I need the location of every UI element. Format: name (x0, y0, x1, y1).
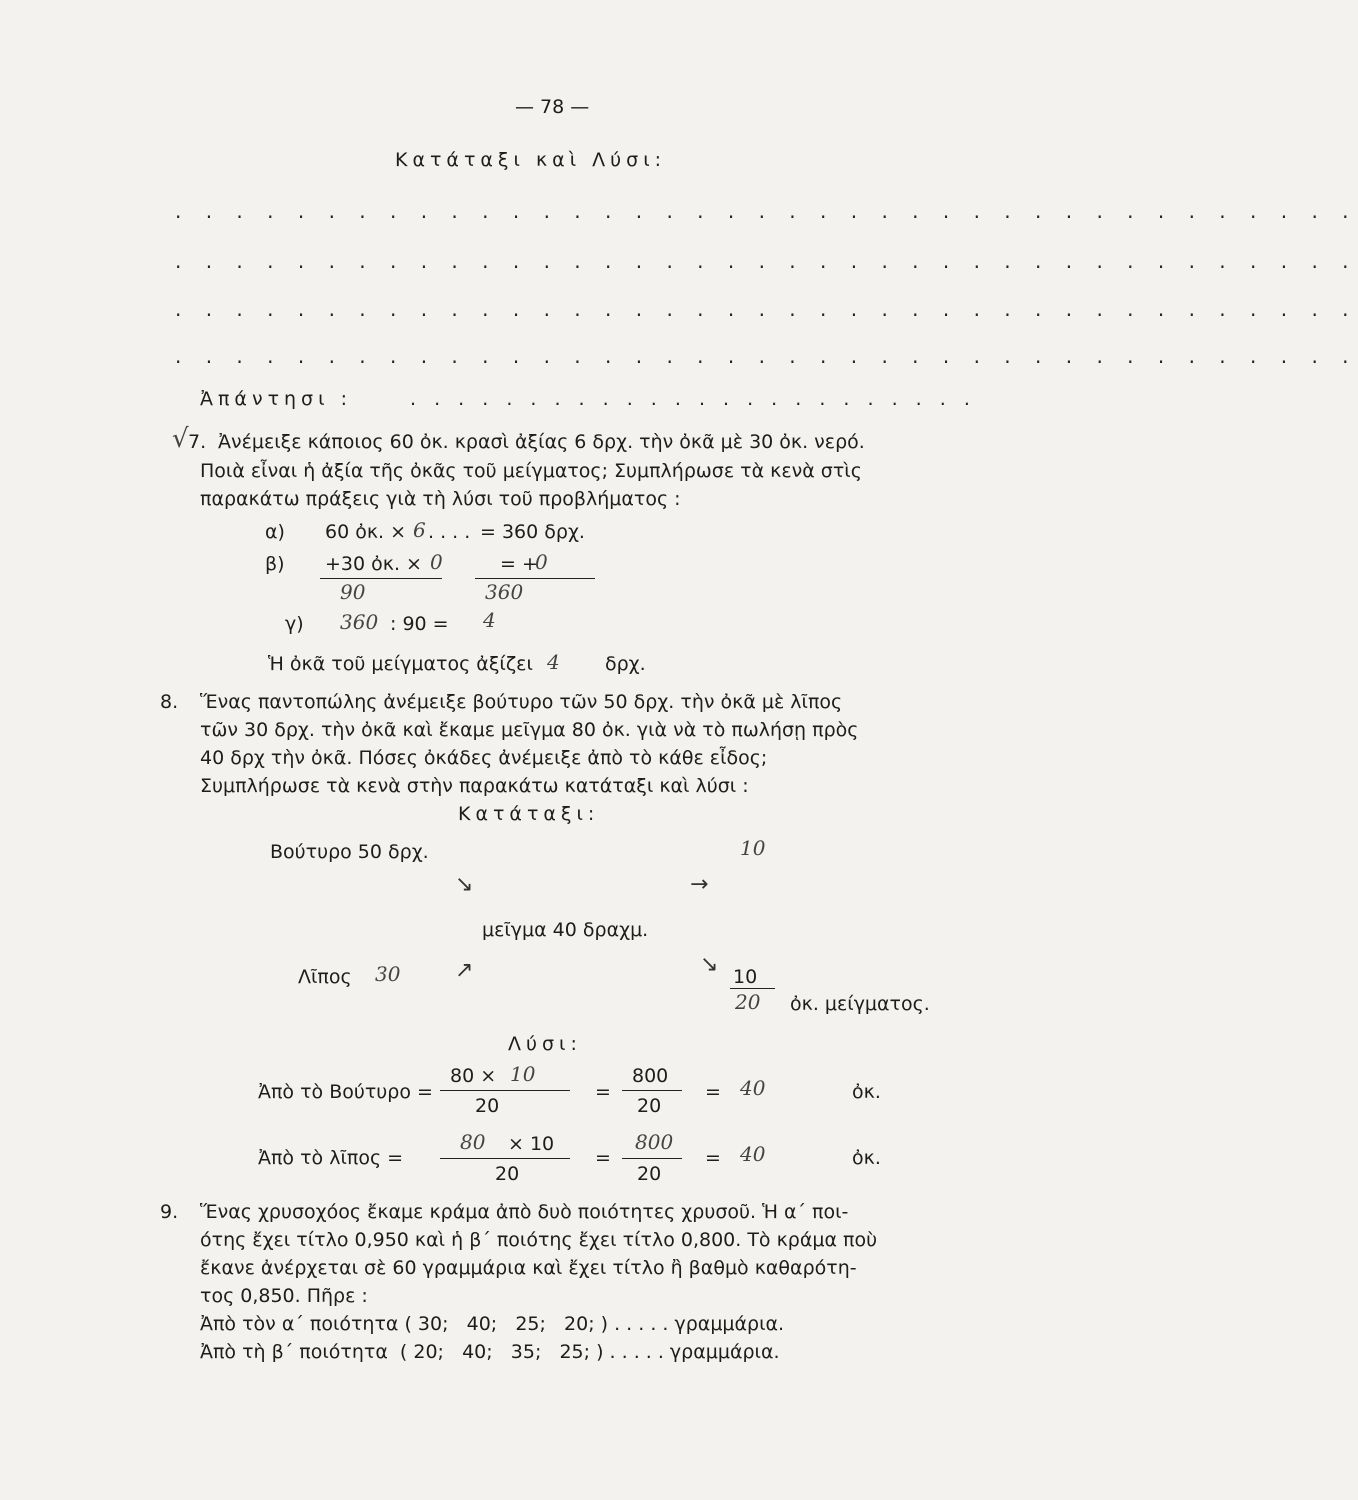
p7-result-unit: δρχ. (605, 653, 646, 675)
step-b-eq: = + (500, 553, 538, 575)
answer-label: Ἀπάντησι : (200, 388, 352, 410)
step-g-fill2: 4 (483, 608, 496, 632)
mixture-label: μεῖγμα 40 δραχμ. (482, 919, 649, 941)
step-g-label: γ) (285, 613, 304, 635)
step-b-label: β) (265, 553, 285, 575)
problem-9-line: Ἕνας χρυσοχόος ἔκαμε κράμα ἀπὸ δυὸ ποιότητες χρυσοῦ. Ἡ α΄ ποι- (200, 1201, 849, 1223)
arrow-down-right-icon: ↘ (700, 952, 719, 977)
step-a-result: = 360 δρχ. (480, 521, 585, 543)
katataxi-title: Κατάταξι: (458, 803, 600, 825)
step-a-label: α) (265, 521, 285, 543)
problem-7-line: Ἀνέμειξε κάποιος 60 ὀκ. κρασὶ ἀξίας 6 δρχ. τὴν ὀκᾶ μὲ 30 ὀκ. νερό. (218, 431, 865, 453)
p7-result-fill: 4 (547, 650, 560, 674)
problem-9-number: 9. (160, 1201, 179, 1223)
problem-7-line: Ποιὰ εἶναι ἡ ἀξία τῆς ὀκᾶς τοῦ μείγματος; Συμπλήρωσε τὰ κενὰ στὶς (200, 460, 862, 482)
step-a-dots: . . . . (428, 521, 471, 543)
arrow-down-right-icon: ↘ (455, 872, 474, 897)
fat-den: 20 (495, 1163, 520, 1185)
problem-8-line: Συμπλήρωσε τὰ κενὰ στὴν παρακάτω κατάταξι καὶ λύσι : (200, 775, 749, 797)
sum-right-fill: 360 (485, 580, 524, 604)
step-a-expr: 60 ὀκ. × (325, 521, 407, 543)
answer-dots: . . . . . . . . . . . . . . . . . . . . . . . . (410, 388, 976, 410)
fat-value: 10 (733, 966, 758, 988)
fat-den2: 20 (637, 1163, 662, 1185)
sum-line (475, 578, 595, 579)
sum-line (730, 988, 775, 989)
problem-8-line: 40 δρχ τὴν ὀκᾶ. Πόσες ὀκάδες ἀνέμειξε ἀπὸ τὸ κάθε εἶδος; (200, 747, 768, 769)
dot-row: · · · · · · · · · · · · · · · · · · · · · · · · · · · · · · · · · · · · · · · (175, 303, 1358, 327)
problem-8-line: Ἕνας παντοπώλης ἀνέμειξε βούτυρο τῶν 50 δρχ. τὴν ὀκᾶ μὲ λῖπος (200, 691, 843, 713)
fat-num-fill: 80 (460, 1130, 486, 1154)
page-number: — 78 — (515, 96, 590, 118)
butter-num: 80 × (450, 1065, 497, 1087)
butter-den2: 20 (637, 1095, 662, 1117)
fat-num2: 800 (635, 1130, 674, 1154)
problem-9-option: Ἀπὸ τὸν α΄ ποιότητα ( 30; 40; 25; 20; ) . . . . . γραμμάρια. (200, 1313, 785, 1335)
sum-line (320, 578, 442, 579)
butter-eq2: = (705, 1081, 721, 1103)
heading-katataxi: Κατάταξι καὶ Λύσι: (395, 149, 667, 171)
butter-fill: 10 (740, 836, 766, 860)
butter-eq: = (595, 1081, 611, 1103)
fat-eq2: = (705, 1147, 721, 1169)
step-g-fill: 360 (340, 610, 379, 634)
fat-num: × 10 (508, 1133, 555, 1155)
problem-7-number: 7. (188, 431, 207, 453)
fat-label: Λῖπος (298, 966, 352, 988)
dot-row: · · · · · · · · · · · · · · · · · · · · · · · · · · · · · · · · · · · · · · · (175, 205, 1358, 229)
butter-num-fill: 10 (510, 1062, 536, 1086)
step-a-fill: 6 (413, 518, 426, 542)
problem-9-line: ότης ἔχει τίτλο 0,950 καὶ ἡ β΄ ποιότης ἔχει τίτλο 0,800. Τὸ κράμα ποὺ (200, 1229, 878, 1251)
total-unit: ὀκ. μείγματος. (790, 993, 930, 1015)
butter-label: Βούτυρο 50 δρχ. (270, 841, 429, 863)
problem-7-line: παρακάτω πράξεις γιὰ τὴ λύσι τοῦ προβλήματος : (200, 488, 681, 510)
sum-left-fill: 90 (340, 580, 366, 604)
dot-row: · · · · · · · · · · · · · · · · · · · · · · · · · · · · · · · · · · · · · · · (175, 350, 1358, 374)
p7-result-text: Ἡ ὀκᾶ τοῦ μείγματος ἀξίζει (268, 653, 533, 675)
fat-eq: = (595, 1147, 611, 1169)
fat-ans: 40 (740, 1142, 766, 1166)
total-fill: 20 (735, 990, 761, 1014)
step-g-expr: : 90 = (390, 613, 449, 635)
fat-unit: ὀκ. (852, 1147, 881, 1169)
fat-sol-label: Ἀπὸ τὸ λῖπος = (258, 1147, 404, 1169)
fraction-line (622, 1158, 682, 1159)
problem-8-number: 8. (160, 691, 179, 713)
arrow-up-right-icon: ↗ (455, 958, 474, 983)
butter-den: 20 (475, 1095, 500, 1117)
butter-sol-label: Ἀπὸ τὸ Βούτυρο = (258, 1081, 433, 1103)
problem-9-line: τος 0,850. Πῆρε : (200, 1285, 368, 1307)
butter-unit: ὀκ. (852, 1081, 881, 1103)
problem-9-option: Ἀπὸ τὴ β΄ ποιότητα ( 20; 40; 35; 25; ) . . . . . γραμμάρια. (200, 1341, 780, 1363)
fraction-line (440, 1090, 570, 1091)
step-b-expr: +30 ὀκ. × (325, 553, 422, 575)
fraction-line (622, 1090, 682, 1091)
arrow-right-icon: → (690, 872, 709, 897)
fat-fill: 30 (375, 962, 401, 986)
step-b-fill: 0 (430, 550, 443, 574)
fraction-line (440, 1158, 570, 1159)
check-mark: √ (172, 424, 189, 454)
problem-9-line: ἔκανε ἀνέρχεται σὲ 60 γραμμάρια καὶ ἔχει τίτλο ἢ βαθμὸ καθαρότη- (200, 1257, 857, 1279)
butter-ans: 40 (740, 1076, 766, 1100)
butter-num2: 800 (632, 1065, 669, 1087)
dot-row: · · · · · · · · · · · · · · · · · · · · · · · · · · · · · · · · · · · · · · · (175, 255, 1358, 279)
problem-8-line: τῶν 30 δρχ. τὴν ὀκᾶ καὶ ἔκαμε μεῖγμα 80 ὀκ. γιὰ νὰ τὸ πωλήσῃ πρὸς (200, 719, 859, 741)
step-b-fill2: 0 (535, 550, 548, 574)
lysi-title: Λύσι: (508, 1033, 582, 1055)
